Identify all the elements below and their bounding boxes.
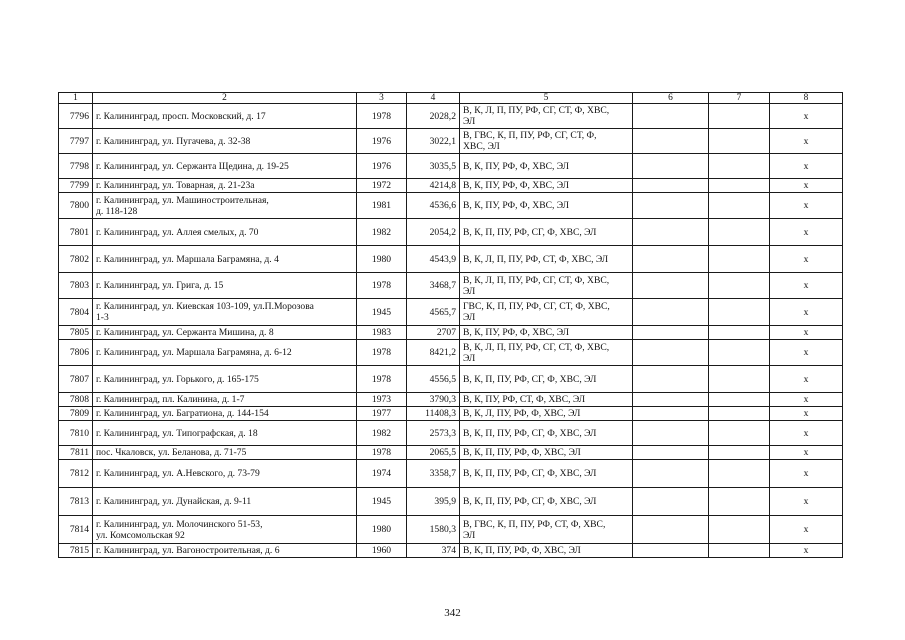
table-row (59, 544, 843, 558)
table-row (59, 299, 843, 326)
area-cell: 11408,3 (407, 407, 460, 421)
row-number-cell: 7806 (59, 340, 93, 366)
column-7-cell (709, 326, 770, 340)
area-cell: 8421,2 (407, 340, 460, 366)
works-cell (460, 340, 633, 366)
mark-cell: x (770, 421, 843, 446)
column-header: 4 (407, 93, 460, 104)
table-header-row (59, 93, 843, 104)
mark-cell: x (770, 129, 843, 154)
address-line: г. Калининград, пл. Калинина, д. 1-7 (96, 394, 245, 405)
column-6-cell (633, 407, 709, 421)
year-cell: 1974 (357, 460, 407, 488)
mark-cell: x (770, 544, 843, 558)
area-cell: 4543,9 (407, 246, 460, 273)
works-cell (460, 488, 633, 516)
works-cell (460, 193, 633, 219)
address-cell (93, 154, 357, 179)
column-6-cell (633, 393, 709, 407)
row-number-cell: 7807 (59, 366, 93, 393)
column-7-cell (709, 193, 770, 219)
column-header: 7 (709, 93, 770, 104)
column-6-cell (633, 366, 709, 393)
column-6-cell (633, 299, 709, 326)
buildings-table (58, 92, 843, 558)
works-line: В, К, ПУ, РФ, Ф, ХВС, ЭЛ (463, 160, 570, 172)
address-line: г. Калининград, ул. Аллея смелых, д. 70 (96, 226, 259, 238)
year-cell: 1978 (357, 446, 407, 460)
row-number-cell: 7802 (59, 246, 93, 273)
row-number-cell: 7805 (59, 326, 93, 340)
address-line: г. Калининград, ул. Багратиона, д. 144-154 (96, 408, 269, 419)
column-7-cell (709, 407, 770, 421)
row-number-cell: 7809 (59, 407, 93, 421)
area-cell: 3035,5 (407, 154, 460, 179)
row-number-cell: 7799 (59, 179, 93, 193)
table-row (59, 104, 843, 129)
column-header: 8 (770, 93, 843, 104)
address-cell (93, 193, 357, 219)
mark-cell: x (770, 246, 843, 273)
address-line: г. Калининград, ул. Пугачева, д. 32-38 (96, 135, 251, 147)
address-line: г. Калининград, ул. Молочинского 51-53, (96, 518, 263, 530)
table-row (59, 246, 843, 273)
works-cell (460, 366, 633, 393)
column-6-cell (633, 544, 709, 558)
column-6-cell (633, 516, 709, 544)
address-line: г. Калининград, ул. Машиностроительная, (96, 194, 269, 206)
table-row (59, 154, 843, 179)
mark-cell: x (770, 154, 843, 179)
works-cell (460, 179, 633, 193)
year-cell: 1976 (357, 129, 407, 154)
address-line: 1-3 (96, 312, 109, 323)
row-number-cell: 7796 (59, 104, 93, 129)
table-row (59, 446, 843, 460)
address-cell (93, 366, 357, 393)
works-line: В, К, ПУ, РФ, Ф, ХВС, ЭЛ (463, 180, 570, 191)
table-row (59, 393, 843, 407)
row-number-cell: 7800 (59, 193, 93, 219)
address-line: г. Калининград, ул. Маршала Баграмяна, д. 4 (96, 253, 279, 265)
table-row (59, 407, 843, 421)
column-7-cell (709, 421, 770, 446)
year-cell: 1981 (357, 193, 407, 219)
address-line: г. Калининград, ул. Киевская 103-109, ул.П.Морозова (96, 301, 314, 312)
address-line: г. Калининград, ул. Типографская, д. 18 (96, 427, 258, 439)
column-6-cell (633, 446, 709, 460)
row-number-cell: 7811 (59, 446, 93, 460)
year-cell: 1983 (357, 326, 407, 340)
mark-cell: x (770, 340, 843, 366)
area-cell: 4565,7 (407, 299, 460, 326)
row-number-cell: 7810 (59, 421, 93, 446)
works-line: В, ГВС, К, П, ПУ, РФ, СГ, СТ, Ф, (463, 130, 597, 141)
works-line: В, ГВС, К, П, ПУ, РФ, СТ, Ф, ХВС, (463, 518, 606, 530)
year-cell: 1978 (357, 340, 407, 366)
column-7-cell (709, 219, 770, 246)
works-cell (460, 273, 633, 299)
column-6-cell (633, 460, 709, 488)
works-line: В, К, ПУ, РФ, Ф, ХВС, ЭЛ (463, 200, 570, 211)
column-7-cell (709, 488, 770, 516)
year-cell: 1945 (357, 488, 407, 516)
table-row (59, 421, 843, 446)
row-number-cell: 7813 (59, 488, 93, 516)
column-7-cell (709, 340, 770, 366)
works-line: В, К, Л, П, ПУ, РФ, СГ, СТ, Ф, ХВС, (463, 341, 610, 353)
mark-cell: x (770, 104, 843, 129)
works-line: В, К, П, ПУ, РФ, Ф, ХВС, ЭЛ (463, 545, 581, 556)
address-line: г. Калининград, ул. Сержанта Мишина, д. 8 (96, 327, 274, 338)
works-cell (460, 544, 633, 558)
address-cell (93, 460, 357, 488)
address-cell (93, 179, 357, 193)
year-cell: 1976 (357, 154, 407, 179)
mark-cell: x (770, 460, 843, 488)
address-cell (93, 104, 357, 129)
row-number-cell: 7815 (59, 544, 93, 558)
table-row (59, 340, 843, 366)
mark-cell: x (770, 407, 843, 421)
address-cell (93, 340, 357, 366)
works-line: В, К, ПУ, РФ, Ф, ХВС, ЭЛ (463, 327, 570, 338)
area-cell: 4214,8 (407, 179, 460, 193)
table-row (59, 516, 843, 544)
column-7-cell (709, 129, 770, 154)
area-cell: 3022,1 (407, 129, 460, 154)
works-cell (460, 407, 633, 421)
table-row (59, 193, 843, 219)
column-6-cell (633, 193, 709, 219)
works-line: ХВС, ЭЛ (463, 141, 500, 152)
works-line: В, К, П, ПУ, РФ, СГ, Ф, ХВС, ЭЛ (463, 496, 597, 507)
mark-cell: x (770, 366, 843, 393)
works-cell (460, 516, 633, 544)
table-row (59, 326, 843, 340)
column-7-cell (709, 544, 770, 558)
address-line: г. Калининград, просп. Московский, д. 17 (96, 110, 266, 122)
column-header: 5 (460, 93, 633, 104)
area-cell: 374 (407, 544, 460, 558)
area-cell: 2028,2 (407, 104, 460, 129)
address-cell (93, 393, 357, 407)
column-7-cell (709, 460, 770, 488)
works-line: ЭЛ (463, 529, 476, 541)
address-cell (93, 246, 357, 273)
address-cell (93, 219, 357, 246)
address-cell (93, 421, 357, 446)
year-cell: 1972 (357, 179, 407, 193)
works-cell (460, 421, 633, 446)
works-line: В, К, П, ПУ, РФ, СГ, Ф, ХВС, ЭЛ (463, 226, 597, 238)
table-row (59, 219, 843, 246)
address-cell (93, 299, 357, 326)
works-line: В, К, Л, П, ПУ, РФ, СГ, СТ, Ф, ХВС, (463, 105, 610, 116)
table-row (59, 179, 843, 193)
column-header: 1 (59, 93, 93, 104)
year-cell: 1978 (357, 273, 407, 299)
row-number-cell: 7798 (59, 154, 93, 179)
column-7-cell (709, 246, 770, 273)
address-cell (93, 488, 357, 516)
row-number-cell: 7797 (59, 129, 93, 154)
column-header: 2 (93, 93, 357, 104)
mark-cell: x (770, 393, 843, 407)
year-cell: 1978 (357, 104, 407, 129)
address-line: г. Калининград, ул. Грига, д. 15 (96, 280, 224, 291)
column-7-cell (709, 179, 770, 193)
column-6-cell (633, 326, 709, 340)
works-cell (460, 446, 633, 460)
year-cell: 1960 (357, 544, 407, 558)
area-cell: 2707 (407, 326, 460, 340)
row-number-cell: 7808 (59, 393, 93, 407)
table-row (59, 273, 843, 299)
mark-cell: x (770, 516, 843, 544)
address-cell (93, 129, 357, 154)
address-line: г. Калининград, ул. Товарная, д. 21-23а (96, 180, 255, 191)
column-header: 3 (357, 93, 407, 104)
works-cell (460, 393, 633, 407)
mark-cell: x (770, 219, 843, 246)
area-cell: 395,9 (407, 488, 460, 516)
address-line: г. Калининград, ул. Горького, д. 165-175 (96, 373, 259, 385)
row-number-cell: 7812 (59, 460, 93, 488)
area-cell: 3358,7 (407, 460, 460, 488)
column-7-cell (709, 154, 770, 179)
area-cell: 2054,2 (407, 219, 460, 246)
area-cell: 1580,3 (407, 516, 460, 544)
address-cell (93, 544, 357, 558)
works-line: В, К, П, ПУ, РФ, Ф, ХВС, ЭЛ (463, 447, 581, 458)
area-cell: 2573,3 (407, 421, 460, 446)
column-header: 6 (633, 93, 709, 104)
mark-cell: x (770, 446, 843, 460)
address-line: г. Калининград, ул. Вагоностроительная, д. 6 (96, 545, 280, 556)
address-cell (93, 273, 357, 299)
row-number-cell: 7803 (59, 273, 93, 299)
year-cell: 1978 (357, 366, 407, 393)
mark-cell: x (770, 299, 843, 326)
column-6-cell (633, 154, 709, 179)
mark-cell: x (770, 488, 843, 516)
works-line: В, К, Л, ПУ, РФ, Ф, ХВС, ЭЛ (463, 408, 581, 419)
column-7-cell (709, 366, 770, 393)
area-cell: 4536,6 (407, 193, 460, 219)
works-line: ЭЛ (463, 116, 476, 127)
column-7-cell (709, 299, 770, 326)
row-number-cell: 7804 (59, 299, 93, 326)
column-6-cell (633, 340, 709, 366)
address-cell (93, 326, 357, 340)
column-6-cell (633, 488, 709, 516)
works-cell (460, 460, 633, 488)
mark-cell: x (770, 273, 843, 299)
column-6-cell (633, 246, 709, 273)
works-cell (460, 299, 633, 326)
area-cell: 2065,5 (407, 446, 460, 460)
year-cell: 1977 (357, 407, 407, 421)
column-6-cell (633, 104, 709, 129)
address-line: д. 118-128 (96, 205, 138, 217)
mark-cell: x (770, 179, 843, 193)
table-row (59, 129, 843, 154)
column-7-cell (709, 446, 770, 460)
address-cell (93, 446, 357, 460)
works-cell (460, 219, 633, 246)
works-line: ЭЛ (463, 352, 476, 364)
works-cell (460, 104, 633, 129)
column-7-cell (709, 516, 770, 544)
works-cell (460, 326, 633, 340)
works-cell (460, 129, 633, 154)
works-line: В, К, П, ПУ, РФ, СГ, Ф, ХВС, ЭЛ (463, 373, 597, 385)
row-number-cell: 7801 (59, 219, 93, 246)
mark-cell: x (770, 326, 843, 340)
year-cell: 1982 (357, 219, 407, 246)
column-6-cell (633, 219, 709, 246)
works-line: В, К, Л, П, ПУ, РФ, СТ, Ф, ХВС, ЭЛ (463, 253, 609, 265)
year-cell: 1982 (357, 421, 407, 446)
row-number-cell: 7814 (59, 516, 93, 544)
table-row (59, 488, 843, 516)
column-7-cell (709, 393, 770, 407)
mark-cell: x (770, 193, 843, 219)
area-cell: 3468,7 (407, 273, 460, 299)
address-line: г. Калининград, ул. Сержанта Щедина, д. 19-25 (96, 160, 289, 172)
works-line: В, К, П, ПУ, РФ, СГ, Ф, ХВС, ЭЛ (463, 427, 597, 439)
address-line: г. Калининград, ул. Дунайская, д. 9-11 (96, 496, 252, 507)
column-7-cell (709, 273, 770, 299)
address-cell (93, 407, 357, 421)
works-cell (460, 154, 633, 179)
address-cell (93, 516, 357, 544)
column-7-cell (709, 104, 770, 129)
column-6-cell (633, 273, 709, 299)
works-line: В, К, Л, П, ПУ, РФ, СГ, СТ, Ф, ХВС, (463, 274, 610, 286)
page-number: 342 (444, 607, 461, 619)
table-row (59, 366, 843, 393)
year-cell: 1973 (357, 393, 407, 407)
column-6-cell (633, 421, 709, 446)
area-cell: 4556,5 (407, 366, 460, 393)
works-line: В, К, П, ПУ, РФ, СГ, Ф, ХВС, ЭЛ (463, 468, 597, 479)
address-line: пос. Чкаловск, ул. Беланова, д. 71-75 (96, 447, 247, 458)
year-cell: 1980 (357, 516, 407, 544)
address-line: г. Калининград, ул. Маршала Баграмяна, д. 6-12 (96, 347, 292, 358)
column-6-cell (633, 179, 709, 193)
works-line: ЭЛ (463, 312, 476, 323)
year-cell: 1980 (357, 246, 407, 273)
works-line: В, К, ПУ, РФ, СТ, Ф, ХВС, ЭЛ (463, 394, 586, 405)
address-line: г. Калининград, ул. А.Невского, д. 73-79 (96, 468, 260, 479)
address-line: ул. Комсомольская 92 (96, 529, 185, 541)
works-line: ЭЛ (463, 285, 476, 297)
column-6-cell (633, 129, 709, 154)
table-row (59, 460, 843, 488)
area-cell: 3790,3 (407, 393, 460, 407)
works-line: ГВС, К, П, ПУ, РФ, СГ, СТ, Ф, ХВС, (463, 301, 610, 312)
year-cell: 1945 (357, 299, 407, 326)
works-cell (460, 246, 633, 273)
